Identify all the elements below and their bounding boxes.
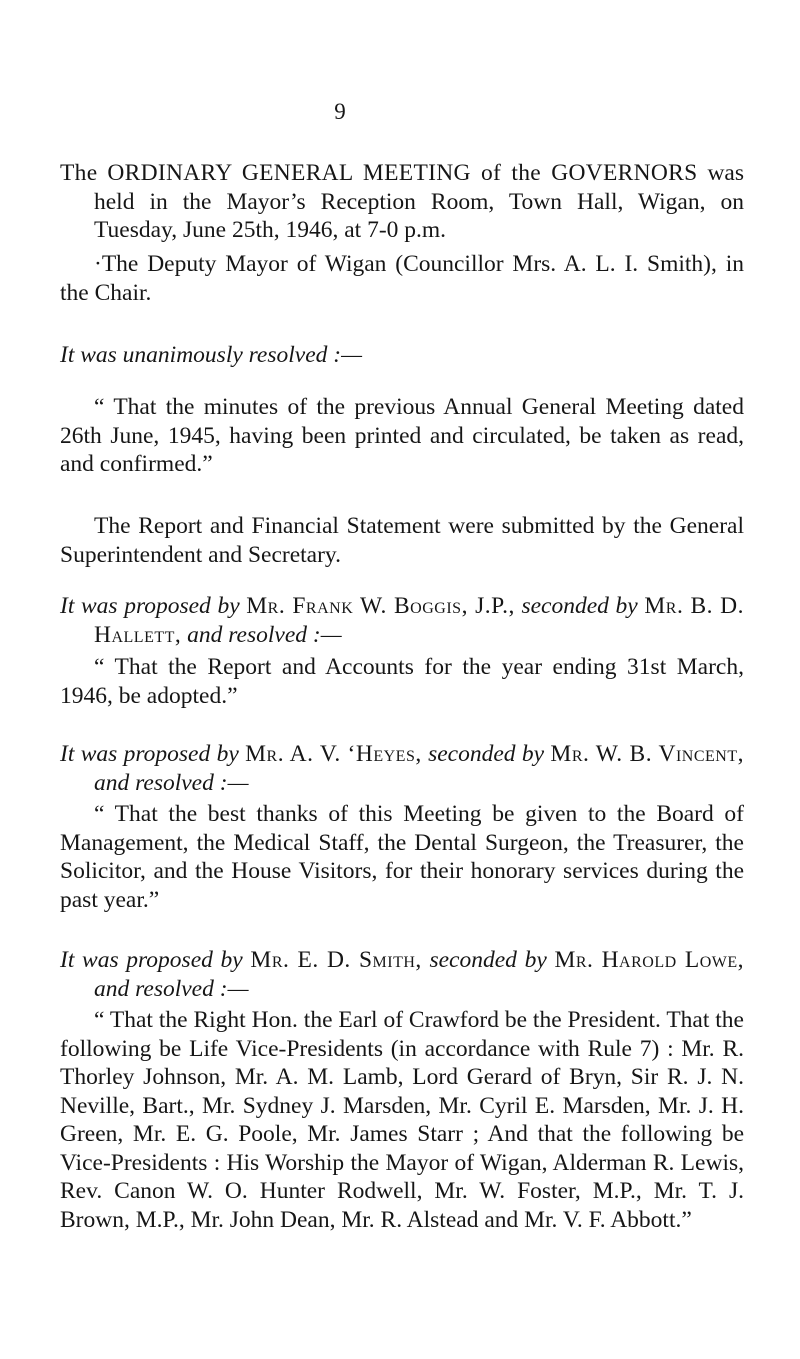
meeting-text: was held in the Mayor’s Reception Room, Town Hall, Wigan, on Tuesday, June 25th, 1946, at 7-0 p.m. <box>94 160 744 243</box>
resolution3-seconded: seconded by <box>428 741 545 767</box>
resolution4-seconded: seconded by <box>429 947 547 973</box>
resolution3-intro-block <box>60 740 744 797</box>
chair-text: ·The Deputy Mayor of Wigan (Councillor Mrs. A. L. I. Smith), in the Chair. <box>60 251 744 306</box>
resolution2-resolved: and resolved :— <box>187 621 342 648</box>
resolution4-proposed: It was proposed by <box>60 947 243 973</box>
page-number: 9 <box>334 99 346 124</box>
resolution4-quote-block <box>60 1006 744 1234</box>
meeting-heading-first: The <box>60 160 98 186</box>
resolution2-proposed: It was proposed by <box>60 593 240 619</box>
resolution3-proposer: Mr. A. V. ‘Heyes, <box>245 741 422 767</box>
resolution3-seconder: Mr. W. B. Vincent, <box>550 741 745 767</box>
resolution1-quote: “ That the minutes of the previous Annual General Meeting dated 26th June, 1945, having been printed and circulated, be taken as read, and confirmed.” <box>60 394 744 477</box>
report-submitted: The Report and Financial Statement were submitted by the General Superintendent and Secretary. <box>60 513 744 568</box>
resolution1-quote-block <box>60 393 744 479</box>
report-paragraph <box>60 512 744 569</box>
chair-paragraph <box>60 250 744 307</box>
resolution3-quote: “ That the best thanks of this Meeting be given to the Board of Management, the Medical Staff, the Dental Surgeon, the Treasurer, the Solicitor, and the House Visitors, for their honorary services during the past year.” <box>60 801 744 913</box>
resolution4-proposer: Mr. E. D. Smith, <box>250 947 422 973</box>
resolution3-proposed: It was proposed by <box>60 741 239 767</box>
resolution2-quote: “ That the Report and Accounts for the year ending 31st March, 1946, be adopted.” <box>60 654 744 709</box>
resolution4-intro-block <box>60 946 744 1003</box>
resolution4-quote: “ That the Right Hon. the Earl of Crawford be the President. That the following be Life Vice-Presidents (in accordance with Rule 7) : Mr. R. Thorley Johnson, Mr. A. M. Lamb, Lord Gerard of Bryn, Sir R. J. N. Neville, Bart., Mr. Sydney J. Marsden, Mr. Cyril E. Marsden, Mr. J. H. Green, Mr. E. G. Poole, Mr. James Starr ; And that the following be Vice-Presidents : His Worship the Mayor of Wigan, Alderman R. Lewis, Rev. Canon W. O. Hunter Rodwell, Mr. W. Foster, M.P., Mr. T. J. Brown, M.P., Mr. John Dean, Mr. R. Alstead and Mr. V. F. Abbott.” <box>60 1007 744 1233</box>
resolution3-quote-block <box>60 800 744 914</box>
resolution2-seconder: Mr. B. D. Hallett, <box>94 593 744 648</box>
resolution2-proposer: Mr. Frank W. Boggis, J.P., <box>246 593 515 619</box>
resolution3-resolved: and resolved :— <box>94 769 249 796</box>
resolution1-intro-block <box>60 341 744 370</box>
resolution2-seconded: seconded by <box>521 593 638 619</box>
resolution2-intro-block <box>60 592 744 649</box>
resolution4-resolved: and resolved :— <box>94 975 249 1002</box>
meeting-heading: ORDINARY GENERAL MEETING of the GOVERNORS <box>107 160 698 186</box>
meeting-paragraph <box>60 159 744 245</box>
resolution2-quote-block <box>60 653 744 710</box>
resolution1-intro: It was unanimously resolved :— <box>60 342 362 368</box>
resolution4-seconder: Mr. Harold Lowe, <box>554 947 745 973</box>
